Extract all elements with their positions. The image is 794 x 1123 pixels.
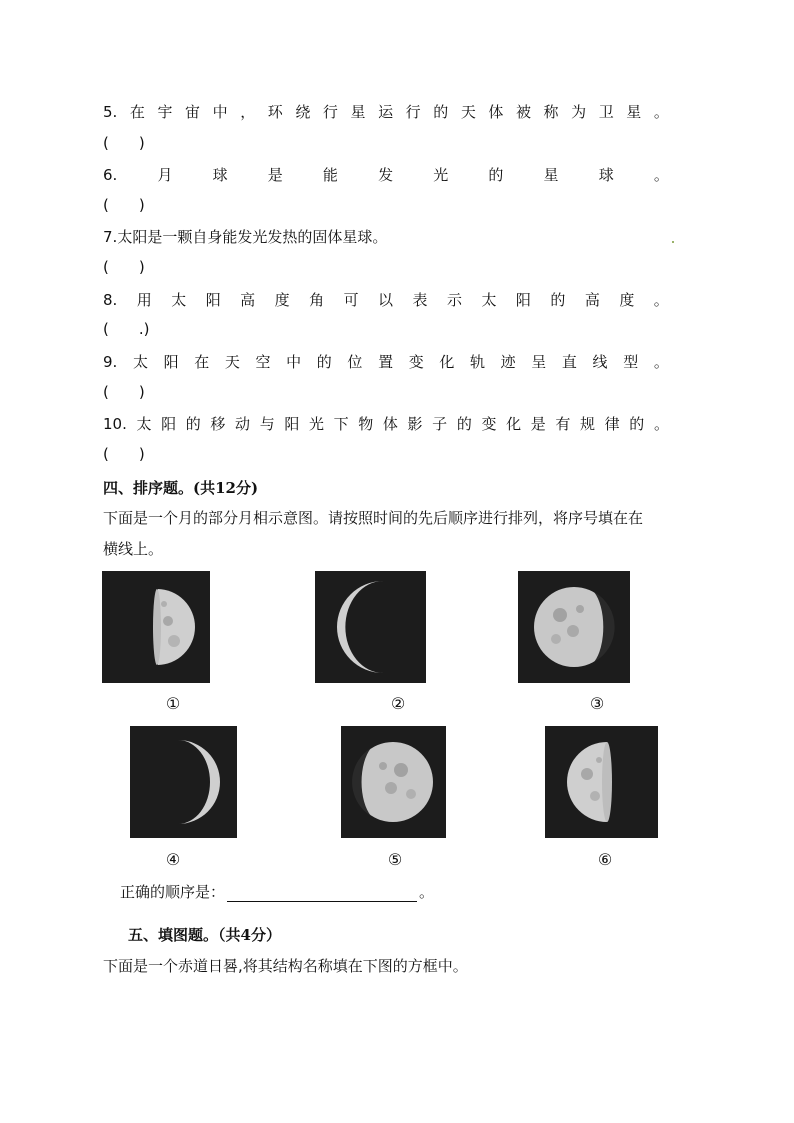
question-char: 物: [358, 415, 374, 433]
label-4: ④: [165, 850, 181, 869]
question-char: 变: [408, 353, 424, 371]
question-7-text: 太阳是一颗自身能发光发热的固体星球。: [117, 228, 388, 246]
question-char: 绕: [295, 103, 311, 121]
question-char: 规: [580, 415, 596, 433]
question-char: 表: [412, 291, 428, 309]
question-char: 置: [378, 353, 394, 371]
question-char: 的: [488, 166, 504, 184]
question-char: 月: [157, 166, 173, 184]
question-number: 9.: [103, 353, 118, 371]
question-9: [103, 352, 669, 372]
question-char: 可: [343, 291, 359, 309]
question-char: 用: [136, 291, 152, 309]
question-char: 宇: [157, 103, 173, 121]
question-char: 空: [255, 353, 271, 371]
question-char: 阳: [163, 353, 179, 371]
question-char: 星: [350, 103, 366, 121]
section-5-heading: 五、填图题。（共4分）: [128, 926, 281, 944]
question-char: 度: [619, 291, 635, 309]
question-char: 化: [439, 353, 455, 371]
question-7: [103, 227, 669, 247]
question-char: 是: [267, 166, 283, 184]
question-10: [103, 414, 669, 434]
question-char: 型: [623, 353, 639, 371]
moon-image-3: [518, 571, 630, 683]
question-char: 太: [136, 415, 152, 433]
question-7-number: 7.: [103, 228, 118, 246]
question-char: 线: [592, 353, 608, 371]
question-char: 化: [506, 415, 522, 433]
answer-line: [120, 882, 434, 902]
question-char: 。: [653, 291, 669, 309]
question-char: 行: [322, 103, 338, 121]
question-7-paren: ( ): [103, 258, 145, 276]
question-10-paren: ( ): [103, 445, 145, 463]
question-char: 移: [210, 415, 226, 433]
question-char: 以: [378, 291, 394, 309]
question-char: 环: [267, 103, 283, 121]
question-char: 称: [543, 103, 559, 121]
question-char: 是: [530, 415, 546, 433]
question-char: 的: [456, 415, 472, 433]
question-char: 宙: [185, 103, 201, 121]
moon-image-1: [102, 571, 210, 683]
answer-prefix: 正确的顺序是：: [120, 883, 226, 901]
question-char: 星: [626, 103, 642, 121]
question-6: [103, 165, 669, 185]
question-char: 位: [347, 353, 363, 371]
question-char: 卫: [598, 103, 614, 121]
answer-suffix: 。: [419, 883, 435, 901]
question-char: 迹: [500, 353, 516, 371]
moon-image-2: [315, 571, 426, 683]
question-char: 在: [194, 353, 210, 371]
question-char: 高: [584, 291, 600, 309]
question-char: 体: [382, 415, 398, 433]
question-number: 6.: [103, 166, 118, 184]
question-char: 。: [653, 353, 669, 371]
question-char: 阳: [161, 415, 177, 433]
question-char: 的: [185, 415, 201, 433]
question-char: 有: [555, 415, 571, 433]
question-char: 光: [433, 166, 449, 184]
question-char: 能: [322, 166, 338, 184]
moon-image-4: [130, 726, 237, 838]
question-char: 角: [309, 291, 325, 309]
question-char: 。: [653, 103, 669, 121]
label-6: ⑥: [597, 850, 613, 869]
moon-image-5: [341, 726, 446, 838]
section-4-instruction-2: 横线上。: [103, 540, 164, 558]
question-char: 直: [561, 353, 577, 371]
question-char: 中: [286, 353, 302, 371]
question-char: 体: [488, 103, 504, 121]
question-char: 变: [481, 415, 497, 433]
question-number: 8.: [103, 291, 118, 309]
question-char: 天: [460, 103, 476, 121]
question-char: 太: [481, 291, 497, 309]
question-char: 影: [407, 415, 423, 433]
question-5: [103, 102, 669, 122]
question-char: 运: [378, 103, 394, 121]
question-char: 发: [378, 166, 394, 184]
question-number: 5.: [103, 103, 118, 121]
question-char: 球: [212, 166, 228, 184]
question-char: 天: [224, 353, 240, 371]
question-char: 光: [308, 415, 324, 433]
question-char: 度: [274, 291, 290, 309]
question-5-paren: ( ): [103, 134, 145, 152]
question-8: [103, 290, 669, 310]
question-char: 高: [240, 291, 256, 309]
question-char: 球: [598, 166, 614, 184]
question-char: 动: [235, 415, 251, 433]
question-char: 被: [515, 103, 531, 121]
section-5-instruction: 下面是一个赤道日晷,将其结构名称填在下图的方框中。: [103, 957, 468, 975]
question-char: 的: [433, 103, 449, 121]
question-char: ，: [240, 103, 256, 121]
label-2: ②: [390, 694, 406, 713]
question-8-paren: ( .): [103, 320, 150, 338]
question-char: 的: [629, 415, 645, 433]
question-char: 轨: [469, 353, 485, 371]
question-char: 阳: [284, 415, 300, 433]
question-char: 阳: [205, 291, 221, 309]
dot-mark: [672, 241, 674, 243]
question-6-paren: ( ): [103, 196, 145, 214]
question-char: 律: [604, 415, 620, 433]
question-char: 中: [212, 103, 228, 121]
moon-image-6: [545, 726, 658, 838]
question-char: 星: [543, 166, 559, 184]
question-char: 下: [333, 415, 349, 433]
question-char: 在: [129, 103, 145, 121]
question-char: 行: [405, 103, 421, 121]
question-char: 的: [550, 291, 566, 309]
section-4-heading: 四、排序题。(共12分): [103, 479, 259, 497]
question-char: 太: [171, 291, 187, 309]
question-char: 。: [653, 415, 669, 433]
question-char: 为: [571, 103, 587, 121]
question-char: 阳: [515, 291, 531, 309]
label-5: ⑤: [387, 850, 403, 869]
label-3: ③: [589, 694, 605, 713]
answer-blank[interactable]: [227, 885, 417, 902]
question-char: 的: [316, 353, 332, 371]
question-number: 10.: [103, 415, 127, 433]
question-char: 示: [446, 291, 462, 309]
question-char: 。: [653, 166, 669, 184]
section-4-instruction-1: 下面是一个月的部分月相示意图。请按照时间的先后顺序进行排列，将序号填在在: [103, 509, 644, 527]
question-char: 与: [259, 415, 275, 433]
question-char: 子: [432, 415, 448, 433]
question-char: 太: [132, 353, 148, 371]
label-1: ①: [165, 694, 181, 713]
question-9-paren: ( ): [103, 383, 145, 401]
question-char: 呈: [531, 353, 547, 371]
